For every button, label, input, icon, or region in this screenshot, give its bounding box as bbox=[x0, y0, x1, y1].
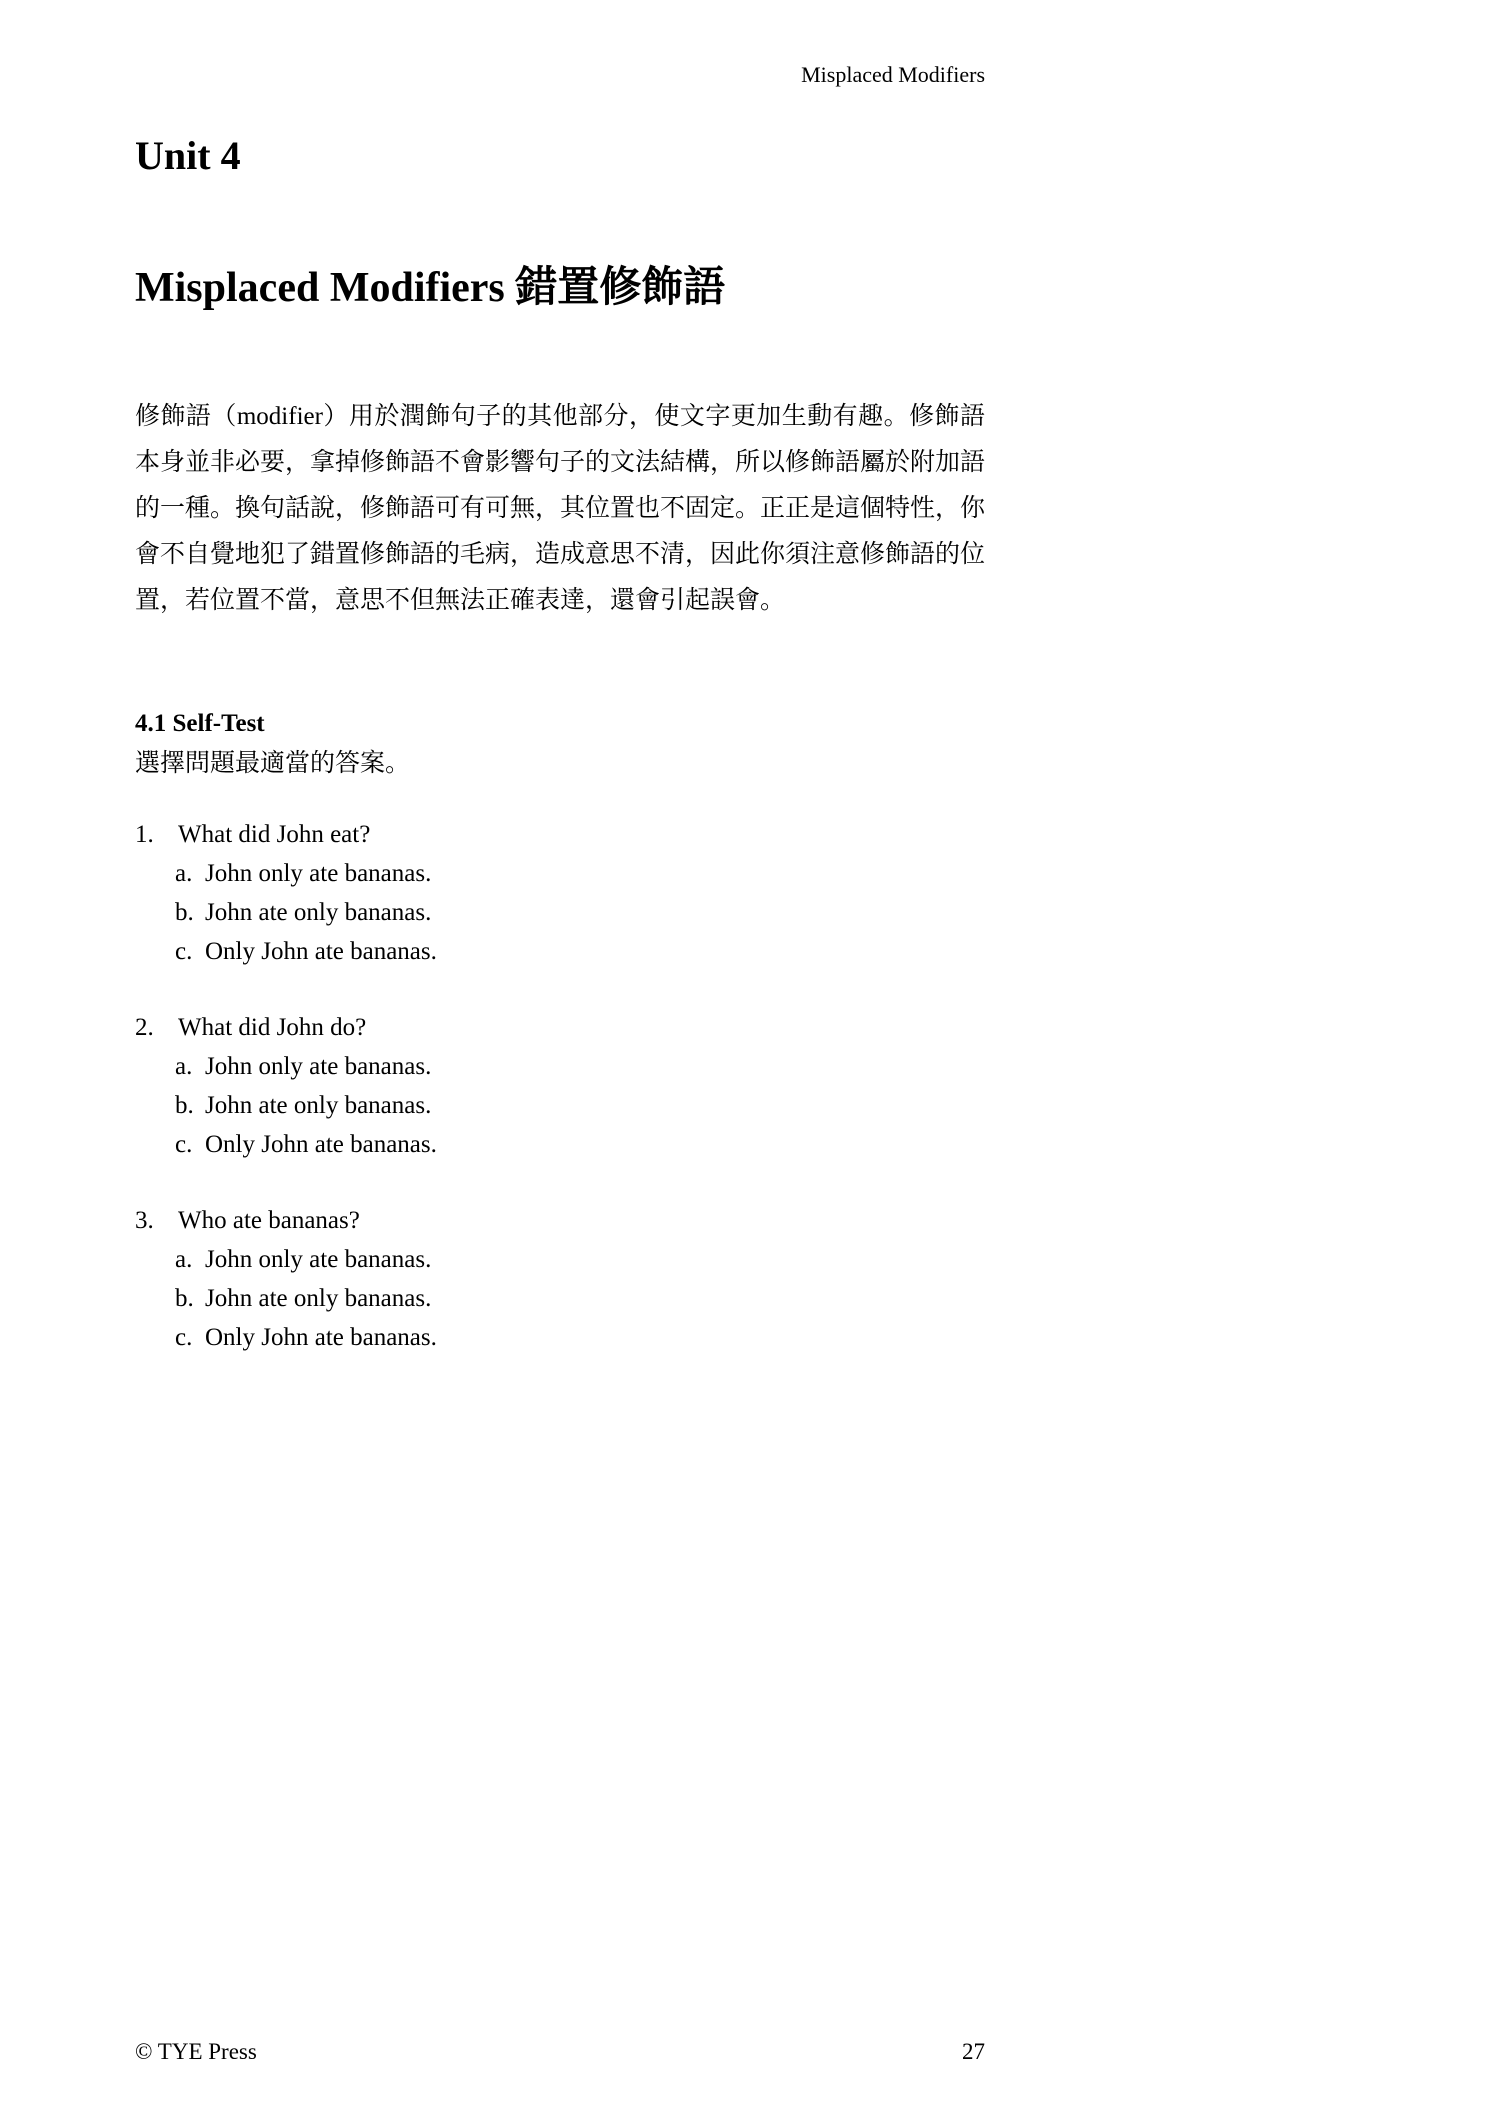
section-instruction: 選擇問題最適當的答案。 bbox=[135, 750, 411, 777]
option-label: a. bbox=[175, 860, 193, 887]
question-block bbox=[135, 815, 985, 971]
option-row bbox=[135, 1047, 985, 1086]
option-text: Only John ate bananas. bbox=[205, 1324, 437, 1351]
option-label: a. bbox=[175, 1053, 193, 1080]
option-label: b. bbox=[175, 899, 194, 926]
option-text: John ate only bananas. bbox=[205, 1092, 432, 1119]
intro-paragraph: 修飾語（modifier）用於潤飾句子的其他部分，使文字更加生動有趣。修飾語本身並非必要，拿掉修飾語不會影響句子的文法結構，所以修飾語屬於附加語的一種。換句話說，修飾語可有可無，其位置也不固定。正正是這個特性，你會不自覺地犯了錯置修飾語的毛病，造成意思不清，因此你須注意修飾語的位置，若位置不當，意思不但無法正確表達，還會引起誤會。 bbox=[135, 403, 986, 614]
option-text: John ate only bananas. bbox=[205, 899, 432, 926]
question-line bbox=[135, 1201, 985, 1240]
option-row bbox=[135, 1279, 985, 1318]
question-number: 1. bbox=[135, 821, 154, 848]
question-text: What did John eat? bbox=[178, 821, 371, 848]
question-text: Who ate bananas? bbox=[178, 1207, 360, 1234]
document-page bbox=[135, 0, 985, 2122]
self-test-section bbox=[135, 704, 985, 784]
question-block bbox=[135, 1201, 985, 1357]
questions-list bbox=[135, 815, 985, 1394]
option-text: Only John ate bananas. bbox=[205, 938, 437, 965]
option-text: John only ate bananas. bbox=[205, 860, 432, 887]
option-text: John ate only bananas. bbox=[205, 1285, 432, 1312]
question-block bbox=[135, 1008, 985, 1164]
page-number: 27 bbox=[962, 2039, 985, 2064]
option-row bbox=[135, 854, 985, 893]
option-label: b. bbox=[175, 1285, 194, 1312]
question-line bbox=[135, 815, 985, 854]
option-text: Only John ate bananas. bbox=[205, 1131, 437, 1158]
question-number: 2. bbox=[135, 1014, 154, 1041]
option-row bbox=[135, 893, 985, 932]
option-label: a. bbox=[175, 1246, 193, 1273]
chapter-title: Misplaced Modifiers 錯置修飾語 bbox=[135, 265, 726, 311]
question-line bbox=[135, 1008, 985, 1047]
page-footer bbox=[135, 2038, 985, 2066]
option-row bbox=[135, 1125, 985, 1164]
option-label: c. bbox=[175, 938, 193, 965]
option-label: c. bbox=[175, 1324, 193, 1351]
option-row bbox=[135, 932, 985, 971]
unit-title: Unit 4 bbox=[135, 133, 241, 178]
option-label: c. bbox=[175, 1131, 193, 1158]
section-heading: 4.1 Self-Test bbox=[135, 710, 265, 737]
option-text: John only ate bananas. bbox=[205, 1246, 432, 1273]
option-row bbox=[135, 1240, 985, 1279]
option-label: b. bbox=[175, 1092, 194, 1119]
question-text: What did John do? bbox=[178, 1014, 367, 1041]
option-text: John only ate bananas. bbox=[205, 1053, 432, 1080]
running-header: Misplaced Modifiers bbox=[801, 62, 985, 87]
question-number: 3. bbox=[135, 1207, 154, 1234]
footer-copyright: © TYE Press bbox=[135, 2039, 257, 2064]
option-row bbox=[135, 1318, 985, 1357]
option-row bbox=[135, 1086, 985, 1125]
